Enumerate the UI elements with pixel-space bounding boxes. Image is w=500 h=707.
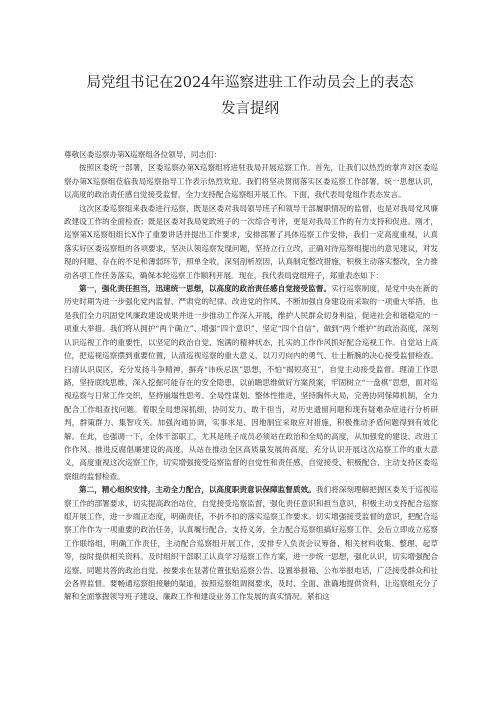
title-line-1: 局党组书记在2024年巡察进驻工作动员会上的表态 bbox=[86, 75, 414, 91]
paragraph-1-text: 按照区委统一部署，区委巡察办第X巡察组将进驻我局开展巡察工作。首先，让我们以热烈的掌声对区委巡察办第X巡察组莅临我局巡察指导工作表示热烈欢迎。我们将坚决贯彻落实区委巡察工作部署，统一思想认识，以高度的政治责任感自觉接受监督，全力支持配合巡察组开展工作。下面，我代表局党组作表态发言。 bbox=[64, 163, 438, 200]
paragraph-3-heading: 第一，强化责任担当，迅速统一思想，以高度的政治责任感自觉接受监督。 bbox=[79, 284, 332, 294]
document-title bbox=[40, 70, 460, 122]
paragraph-2 bbox=[64, 202, 438, 282]
paragraph-1 bbox=[64, 161, 438, 201]
paragraph-2-text: 这次区委巡察组来我委进行巡察，既是区委对我局领导班子和领导干部履职情况的监督，也是对我局党风廉政建设工作的全面检查；既是区委对我局党政班子的一次综合考评，更是对我局工作的有力支持和促进。刚才，巡察第X巡察组组长X作了重要讲话并提出工作要求，安排部署了具体巡察工作安排，我们一定高度重视，认真落实好区委巡察组的各项要求，坚决认领巡察发现问题，坚持立行立改，正确对待巡察组提出的意见建议，对发现的问题、存在的不足和薄弱环节，照单全收，深刻剖析原因，认真制定整改措施，积极主动落实整改，全力推动各项工作任务落实，确保本轮巡察工作顺利开展。现在，我代表局党组班子，郑重表态如下： bbox=[64, 203, 438, 280]
paragraph-3-text: 实行巡察制度，是党中央在新的历史时期为进一步强化党内监督、严肃党的纪律、改进党的作风、不断加强自身建设而采取的一项重大举措，也是我们全力巩固党风廉政建设成果并进一步推动工作深入开展，维护人民群众切身利益，促进社会和谐稳定的一项重大举措。我们将从拥护“两个确立”、增强“四个意识”、坚定“四个自信”、做到“两个维护”的政治高度，深刻认识巡视工作的重要性，以坚定的政治自觉、饱满的精神状态，扎实的工作作风抓好配合巡视工作。自觉站上高位，把巡视巡察摆到重要位置，认清巡视巡察的重大意义，以刀刃向内的勇气、壮士断腕的决心接受监督检查。扫清认识误区，充分发扬斗争精神，摒弃“讳疾忌医”思想，不怕“揭短亮丑”，自觉主动接受监督。理清工作思路，坚持底线思维，深入挖掘可能存在的安全隐患，以前瞻思维做好方案预案，牢固树立“一盘棋”思想，面对巡视巡察与日常工作交织，坚持崩塌性思考、全局性谋划、整体性推进，坚持胸怀大局，完善协同保障机制，全力配合工作组查找问题。着眼全局想深抓细，协同发力、敢于担当，对历史遗留问题和现有疑难杂症进行分析研判，群策群力、集智攻关。加强沟通协调，实事求是、因地制宜采取应对措施，积极推动矛盾问题得到有效化解。在此，也强调一下，全体干部职工，尤其是班子成员必须站在政治和全局的高度，从加强党的建设、改进工作作风、推进反腐倡廉建设的高度，从站在推动全区高质量发展的高度，充分认识开展这次巡察工作的重大意义，高度重视这次巡察工作，切实增强接受巡察监督的自觉性和责任感，自觉接受、积极配合、主动支持区委巡察组的监督检查。 bbox=[64, 284, 438, 481]
paragraph-4-heading: 第二，精心组织安排，主动全力配合，以高度职责意识保障监督质效。 bbox=[79, 485, 316, 495]
paragraph-3 bbox=[64, 282, 438, 483]
paragraph-4-text: 我们将深刻理解把握区委关于巡视巡察工作的部署要求，切实提高政治站位，自觉接受巡察监督，强化责任意识和担当意识，积极主动支持配合巡察组开展工作，进一步端正态度，明确责任，不折不扣的落实巡察工作要求。切实增强接受监督的意识，把配合巡察工作作为一项重要的政治任务，认真履行配合、支持义务，全力配合巡察组搞好巡察工作。会后立即成立巡察工作联络组，明确工作责任，主动配合巡察组开展工作，安排专人负责会议筹备、相关材料收集、整理、起草等，按时提供相关资料。及时组织干部职工认真学习巡察工作方案，进一步统一思想，强化认识，切实增强配合巡察、同题共答的政治自觉。按要求在显著位置张贴巡察公告、设置举报箱、公布举报电话，广泛接受群众和社会各界监督。要畅通巡察组接触的渠道，按照巡察组调阅要求，及时、全面、准确地提供资料，让巡察组充分了解和全面掌握领导班子建设、廉政工作和建设业务工作发展的真实情况。紧扣这 bbox=[64, 485, 439, 602]
title-line-2: 发言提纲 bbox=[221, 101, 279, 117]
salutation: 尊敬区委巡察办第X巡察组各位领导，同志们： bbox=[64, 150, 222, 159]
document-body bbox=[64, 148, 438, 604]
paragraph-4 bbox=[64, 483, 438, 604]
